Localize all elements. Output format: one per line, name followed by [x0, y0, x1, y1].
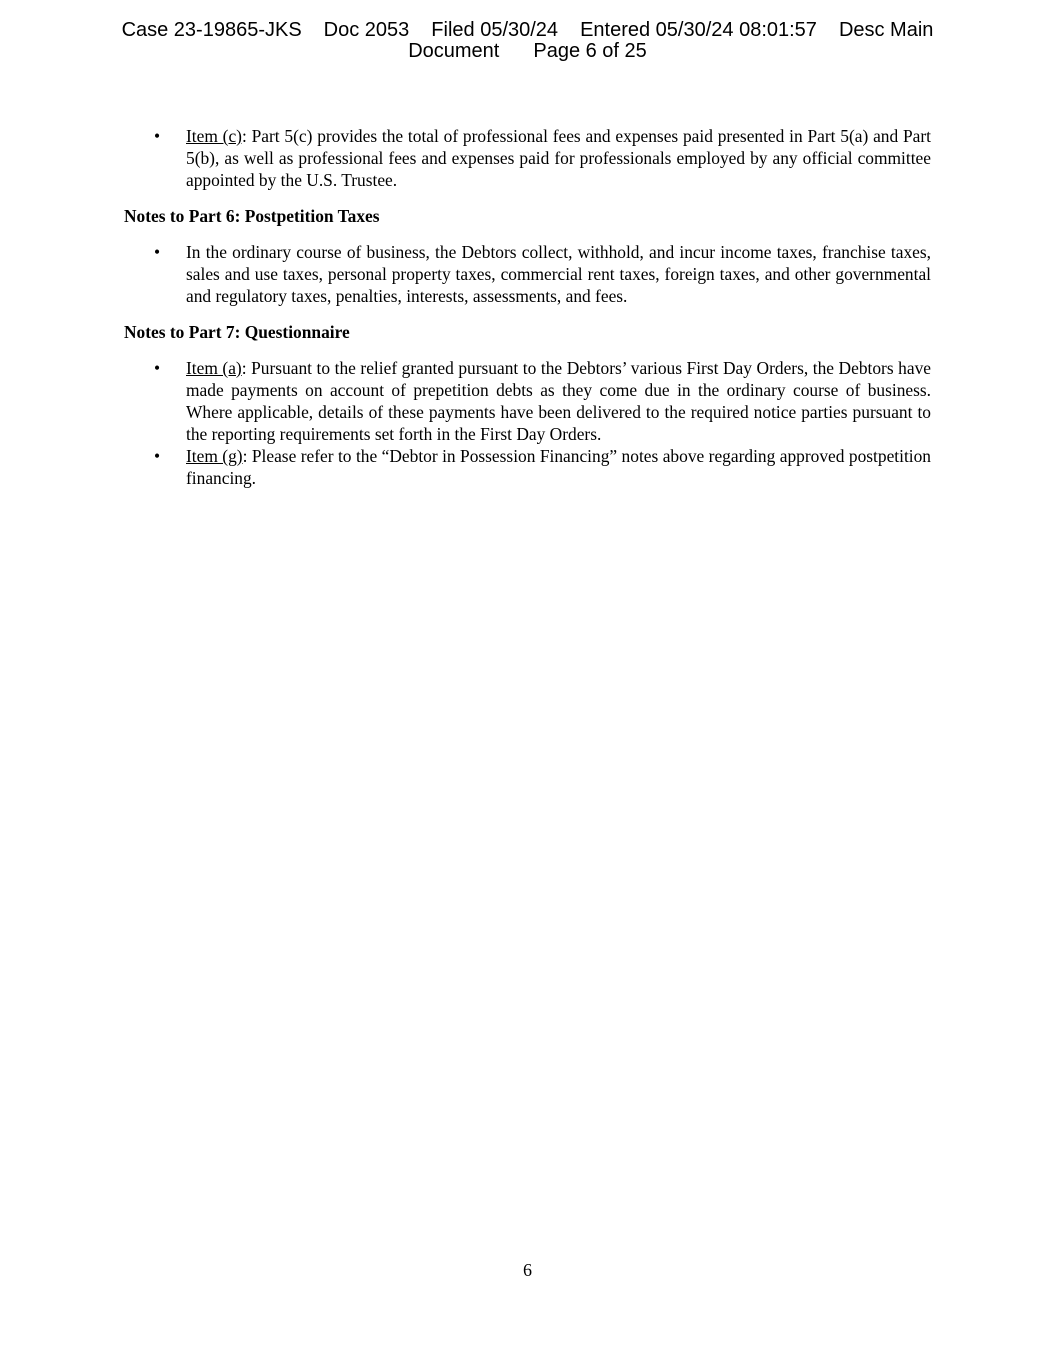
court-filing-stamp: [0, 20, 1055, 62]
item-label: Item (c): [186, 126, 242, 146]
bullet-icon: •: [154, 126, 161, 146]
page-number: 6: [523, 1260, 532, 1280]
item-text: : Please refer to the “Debtor in Possession Financing” notes above regarding approved postpetition financing.: [186, 446, 931, 488]
list-item: [124, 445, 931, 489]
part5-bullet-list: [124, 125, 931, 191]
item-text: : Part 5(c) provides the total of professional fees and expenses paid presented in Part 5(a) and Part 5(b), as well as professional fees and expenses paid for professionals employed by any official committee appointed by the U.S. Trustee.: [186, 126, 931, 190]
item-text: : Pursuant to the relief granted pursuant to the Debtors’ various First Day Orders, the Debtors have made payments on account of prepetition debts as they come due in the ordinary course of business. Where applicable, details of these payments have been delivered to the required notice parties pursuant to the reporting requirements set forth in the First Day Orders.: [186, 358, 931, 444]
stamp-line-2: [0, 41, 1055, 62]
stamp-doc-number: Doc 2053: [323, 19, 410, 41]
item-label: Item (g): [186, 446, 243, 466]
stamp-document-label: Document: [408, 40, 500, 62]
section-heading-part6: Notes to Part 6: Postpetition Taxes: [124, 206, 380, 226]
stamp-filed-date: Filed 05/30/24: [431, 19, 559, 41]
bullet-icon: •: [154, 446, 161, 466]
bullet-icon: •: [154, 358, 161, 378]
section-heading-part7: Notes to Part 7: Questionnaire: [124, 322, 350, 342]
bullet-icon: •: [154, 242, 161, 262]
part6-bullet-list: [124, 241, 931, 307]
stamp-line-1: [0, 20, 1055, 41]
stamp-case-number: Case 23-19865-JKS: [121, 19, 302, 41]
list-item: [124, 357, 931, 445]
stamp-description: Desc Main: [838, 19, 934, 41]
stamp-entered-date: Entered 05/30/24 08:01:57: [580, 19, 817, 41]
item-text: In the ordinary course of business, the Debtors collect, withhold, and incur income taxes, franchise taxes, sales and use taxes, personal property taxes, commercial rent taxes, foreign taxes, and other governmental and regulatory taxes, penalties, interests, assessments, and fees.: [186, 242, 931, 306]
list-item: [124, 125, 931, 191]
list-item: [124, 241, 931, 307]
stamp-page-count: Page 6 of 25: [533, 40, 647, 62]
part7-bullet-list: [124, 357, 931, 489]
document-body: [124, 125, 931, 489]
item-label: Item (a): [186, 358, 242, 378]
